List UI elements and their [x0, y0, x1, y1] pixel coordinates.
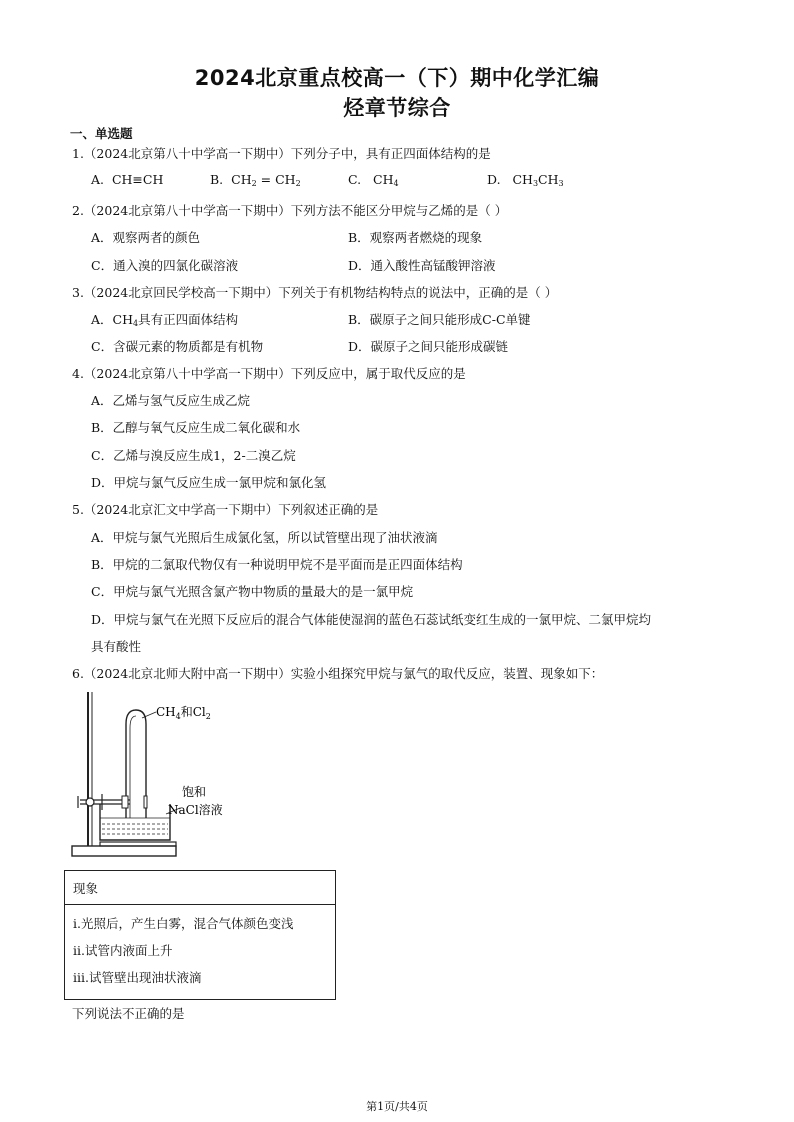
question-3: 3.（2024北京回民学校高一下期中）下列关于有机物结构特点的说法中，正确的是（ ）	[72, 285, 558, 300]
phenomena-table	[64, 870, 336, 1000]
option-3a: A．$CH_4$具有正四面体结构	[91, 312, 239, 328]
option-4d: D．甲烷与氯气反应生成一氯甲烷和氯化氢	[91, 475, 327, 490]
option-3b: B．碳原子之间只能形成C-C单键	[348, 312, 531, 327]
option-3c: C．含碳元素的物质都是有机物	[91, 339, 264, 354]
apparatus-drawing	[70, 688, 250, 863]
phenomena-row: ⅱ.试管内液面上升	[73, 943, 173, 958]
question-4: 4.（2024北京第八十中学高一下期中）下列反应中，属于取代反应的是	[72, 366, 466, 381]
solution-label-line1: 饱和	[182, 785, 207, 799]
section-title: 一、单选题	[70, 126, 133, 141]
option-2d: D．通入酸性高锰酸钾溶液	[348, 258, 496, 273]
option-5d: D．甲烷与氯气在光照下反应后的混合气体能使湿润的蓝色石蕊试纸变红生成的一氯甲烷、二氯甲烷均	[91, 612, 652, 627]
page-title: 2024北京重点校高一（下）期中化学汇编	[194, 66, 600, 90]
option-1c: C. $CH_4$	[348, 172, 399, 188]
option-4b: B．乙醇与氧气反应生成二氧化碳和水	[91, 420, 301, 435]
phenomena-row: ⅲ.试管壁出现油状液滴	[73, 970, 202, 985]
option-4a: A．乙烯与氢气反应生成乙烷	[91, 393, 251, 408]
option-3d: D．碳原子之间只能形成碳链	[348, 339, 509, 354]
option-1d: D. $CH_3CH_3$	[487, 172, 564, 188]
apparatus-figure	[70, 688, 250, 863]
option-4c: C．乙烯与溴反应生成1，2-二溴乙烷	[91, 448, 296, 463]
option-2b: B．观察两者燃烧的现象	[348, 230, 483, 245]
page-footer: 第1页/共4页	[366, 1100, 428, 1113]
phenomena-header: 现象	[65, 871, 335, 905]
question-1: 1.（2024北京第八十中学高一下期中）下列分子中，具有正四面体结构的是	[72, 146, 491, 161]
page-subtitle: 烃章节综合	[343, 96, 451, 120]
solution-label-line2: NaCl溶液	[168, 803, 223, 817]
option-1a: A. CH≡CH	[91, 172, 164, 187]
phenomena-row: ⅰ.光照后，产生白雾，混合气体颜色变浅	[73, 916, 294, 931]
option-5c: C．甲烷与氯气光照含氯产物中物质的量最大的是一氯甲烷	[91, 584, 414, 599]
question-5: 5.（2024北京汇文中学高一下期中）下列叙述正确的是	[72, 502, 379, 517]
question-2: 2.（2024北京第八十中学高一下期中）下列方法不能区分甲烷与乙烯的是（ ）	[72, 203, 508, 218]
gas-label: $CH_4$和$Cl_2$	[156, 705, 211, 721]
question-6-prompt: 下列说法不正确的是	[72, 1006, 185, 1021]
option-5b: B．甲烷的二氯取代物仅有一种说明甲烷不是平面而是正四面体结构	[91, 557, 463, 572]
option-2c: C．通入溴的四氯化碳溶液	[91, 258, 239, 273]
option-1b: B. $CH_2 = CH_2$	[210, 172, 301, 188]
option-2a: A．观察两者的颜色	[91, 230, 201, 245]
question-6: 6.（2024北京北师大附中高一下期中）实验小组探究甲烷与氯气的取代反应，装置、现象如下：	[72, 666, 604, 681]
option-5d-continued: 具有酸性	[91, 639, 142, 654]
option-5a: A．甲烷与氯气光照后生成氯化氢，所以试管壁出现了油状液滴	[91, 530, 438, 545]
